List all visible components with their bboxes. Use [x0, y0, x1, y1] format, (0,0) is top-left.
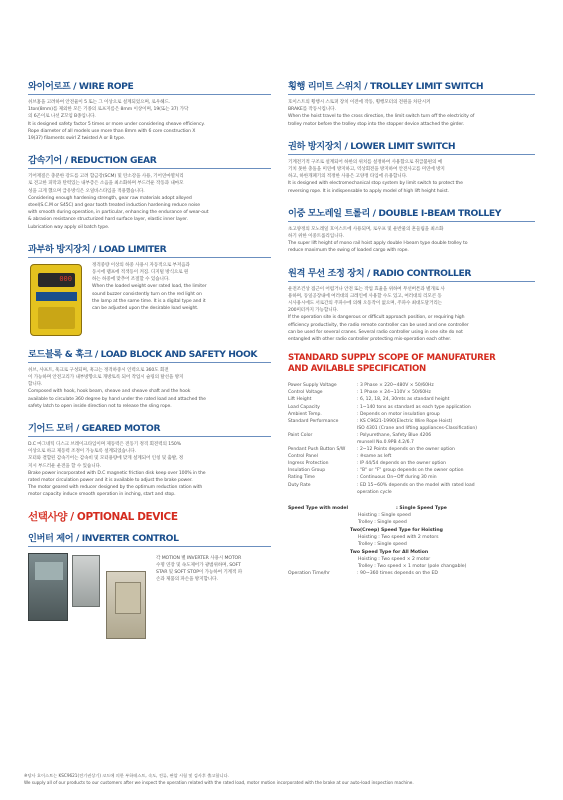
paragraph-line: sound buzzer consistently turn on the red light on [92, 291, 202, 297]
double-ibeam-section [288, 205, 535, 255]
paragraph-line: D.C 마그네틱 디스크 브레이크타입이며 제동력은 전동기 정격 회전력의 150% [28, 442, 181, 448]
paragraph-line: The super lift height of mono rail hoist apply double I-beam type double trolley to [288, 241, 468, 247]
paragraph-line: 의 6곤이로 나선 Z꼬임 B종입니다. [28, 114, 96, 120]
lower-limit-title: 권하 방지장치 / LOWER LIMIT SWITCH [288, 138, 535, 155]
spec-row [288, 460, 535, 467]
paragraph-line: steel(S.C.M or S45C) and gear tooth treated induction hardening reduce noise [28, 203, 201, 209]
spec-table [288, 382, 535, 496]
paragraph-line: efficiency productivity, the radio remote controller can be used and one controller [288, 322, 469, 328]
paragraph-line: It is designed safety factor 5 times or more under considering sheave efficiency. [28, 121, 205, 127]
paragraph-line: Lubrication way apply oil batch type. [28, 224, 110, 230]
spec-value: : ※same as left [357, 454, 392, 460]
load-block-title: 로드블록 & 훅크 / LOAD BLOCK AND SAFETY HOOK [28, 346, 271, 363]
spec-key: Insulation Group [288, 468, 326, 474]
spec-row [288, 425, 535, 432]
paragraph-line: 하기 위한 이중트롤리입니다. [288, 234, 345, 240]
reduction-gear-section [28, 152, 271, 231]
reduction-gear-title: 감속기어 / REDUCTION GEAR [28, 152, 271, 169]
paragraph-line: 정격중량 이상의 하중 사용시 자동적으로 부저음과 [92, 262, 190, 268]
paragraph-line: 수명 연장 및 속도제어가 광범위하며, SOFT [156, 562, 241, 568]
paragraph-line: 로 견고한 피막과 탄력있는 내부층은 소음을 최소화하며 부드러운 작동과 내마모 [28, 181, 184, 187]
spec-value: : Continuous On~Off during 30 min [357, 475, 437, 481]
spec-value: : 1 Phase × 24~110V × 50/60Hz [357, 390, 431, 396]
paragraph-line: 지시 부드러운 운전을 할 수 있습니다. [28, 463, 102, 469]
radio-controller-section [288, 265, 535, 344]
right-column [288, 78, 535, 578]
paragraph-line: available to circulate 360 degree by hand under the rated load and attached the [28, 396, 206, 402]
paragraph-line: Rope diameter of all models use more than 8mm with 6 core construction X [28, 128, 196, 134]
paragraph-line: When the hoist travel to the cross direction, the limit switch turn off the electricity of [288, 114, 475, 120]
spec-row [288, 396, 535, 403]
spec-value: : KS C9621-1990(Electric Wire Rope Hoist) [357, 418, 453, 424]
geared-motor-title: 기어드 모터 / GEARED MOTOR [28, 420, 271, 437]
paragraph-line: 19(37) filaments swirl Z twisted A or B type. [28, 136, 126, 142]
paragraph-line: 기어재질은 충분한 강도를 고려 합금강(SCM) 및 탄소강을 사용, 기어연마열처리 [28, 174, 184, 180]
operation-time-value: : 90~360 times depends on the ED [357, 571, 438, 577]
paragraph-line: Considering enough hardening strength, gear raw materials adopt alloyed [28, 195, 192, 201]
spec-value: : "B" or "F" group depends on the owner option [357, 468, 464, 474]
double-ibeam-title: 이중 모노레일 트롤리 / DOUBLE I-BEAM TROLLEY [288, 205, 535, 222]
paragraph-line: 모터와 결합된 감속기어는 감속비 및 모터용량에 맞게 설계되어 인칭 및 출발, 정 [28, 456, 184, 462]
trolley-limit-title: 횡행 리미트 스위치 / TROLLEY LIMIT SWITCH [288, 78, 535, 95]
spec-row [288, 432, 535, 439]
spec-row [288, 404, 535, 411]
spec-key: Power Supply Voltage [288, 383, 337, 389]
spec-row [288, 489, 535, 496]
paragraph-line: 초고양정의 모노레일 호이스트에 사용되며, 로우프 및 운반물의 흔들림을 최소화 [288, 226, 444, 232]
spec-value: ISO 4301 (Crane and lifting appliances-Classification) [357, 425, 477, 431]
spec-row [288, 439, 535, 446]
spec-value: : IP 44/54 depends on the owner option [357, 461, 446, 467]
paragraph-line: 이상으로 하고 제동력 조정이 가능토록 설계되었습니다. [28, 449, 136, 455]
speed-line: Hoisting : Two speed × 2 motor [358, 556, 431, 562]
footnote [24, 773, 544, 786]
spec-key: Ambient Temp. [288, 411, 322, 417]
paragraph-line: & abrasion resistance structurized hard surface layer, elastic inner layer. [28, 217, 188, 223]
paragraph-line: 성을 크게 했으며 급유방식은 오일바스타입을 적용했습니다. [28, 188, 145, 194]
spec-value: : 2~12 Points depends on the owner option [357, 447, 455, 453]
spec-value: : 6, 12, 18, 24, 30mts as standard height [357, 397, 450, 403]
speed-type-value: : Single Speed Type [396, 505, 447, 511]
paragraph-line: 쉬브, 샤프트, 훅크로 구성되며, 훅크는 정격하중시 인력으로 360도 회전 [28, 367, 169, 373]
paragraph-line: If the operation site is dangerous or difficult approach position, or requiring high [288, 315, 465, 321]
load-limiter-display: 000 [59, 274, 72, 283]
speed-type-heading: Speed Type with model [288, 505, 349, 511]
paragraph-line: 1ton(8mm)를 제외한 모든 기종의 로프지름은 8mm 이상이며, 19(또는 37) 가닥 [28, 107, 189, 113]
paragraph-line: rated motor circulation power and it is available to adjust the brake power. [28, 478, 193, 484]
spec-key: Control Voltage [288, 390, 323, 396]
paragraph-line: with smooth during operation, in particular, enhancing the endurance of wear-out [28, 210, 209, 216]
spec-key: Pendant Push Button S/W [288, 447, 346, 453]
speed-line: Hoisting : Two speed with 2 motors [358, 534, 439, 540]
spec-key: Paint Color [288, 432, 313, 438]
paragraph-line: When the loaded weight over rated load, the limiter [92, 284, 207, 290]
spec-key: Lift Height [288, 397, 312, 403]
paragraph-line: STAR 및 SOFT STOP이 가능하여 기계적 파 [156, 570, 243, 576]
spec-key: Duty Rate [288, 482, 311, 488]
paragraph-line: 용하며, 동일공장내에 여러대의 크레인에 사용할 수도 있고, 여러대의 리모콘 동 [288, 293, 442, 299]
paragraph-line: 이 가능하며 안전고리가 내부방향으로 개방토록 되어 작업시 슬링의 탈선을 방지 [28, 375, 184, 381]
spec-title [288, 353, 535, 374]
lower-limit-section [288, 138, 535, 195]
load-limiter-section [28, 241, 271, 336]
paragraph-line: safety latch to open inside direction not to release the sling rope. [28, 403, 172, 409]
spec-row [288, 474, 535, 481]
spec-row [288, 446, 535, 453]
spec-row [288, 453, 535, 460]
spec-key [288, 439, 357, 446]
spec-key: Control Panel [288, 454, 318, 460]
spec-key: Ingress Protection [288, 461, 329, 467]
speed-subheading: Two Speed Type for All Motion [350, 549, 429, 555]
inverter-image [28, 553, 148, 641]
spec-key: Standard Performance [288, 418, 339, 424]
paragraph-line: Brake power incorporated with D.C magnetic friction disk keep over 100% in the [28, 470, 206, 476]
optional-device-title: 선택사양 / OPTIONAL DEVICE [28, 510, 178, 523]
footnote-english: We supply all of our products to our customers after we inspect the operation related with the rated load, motor motion incorporated with the brake at our auto-load inspection machine. [24, 779, 414, 785]
spec-row [288, 389, 535, 396]
load-limiter-device-image [30, 264, 82, 336]
spec-value: munsell No.0.9PB 4.2/6.7 [357, 440, 414, 446]
spec-row [288, 382, 535, 389]
spec-value: : 3 Phase × 220~480V × 50/60Hz [357, 383, 434, 389]
radio-controller-title: 원격 무선 조정 장치 / RADIO CONTROLLER [288, 265, 535, 282]
spec-key: Rating Time [288, 475, 315, 481]
paragraph-line: can be adjusted upon the desirable load weight. [92, 306, 199, 312]
paragraph-line: It is designed with electromechanical stop system by limit switch to protect the [288, 181, 463, 187]
spec-value: : Polyurethane, Safety Blue 4206 [357, 432, 432, 438]
paragraph-line: 기치 못한 충돌을 미연에 방지하고, 역상회전을 방지하여 안전사고를 미연에 방지 [288, 167, 445, 173]
spec-title-line: STANDARD SUPPLY SCOPE OF MANUFATURER [288, 353, 496, 364]
paragraph-line: Composed with hook, hook beam, sheave and sheave shaft and the hook [28, 389, 191, 395]
load-block-section [28, 346, 271, 410]
paragraph-line: the lamp at the same time. It is a digital type and it [92, 298, 206, 304]
footnote-korean: ※당사 호이스트는 KSC9621(전기권상기) 코드에 의한 부하테스트, 속도, 전류, 판압 시험 및 검사후 출고합니다. [24, 773, 229, 778]
paragraph-line: can be used for several cranes. Several radio controller using in one site do not [288, 329, 463, 335]
spec-key [288, 489, 357, 496]
speed-line: Hoisting : Single speed [358, 513, 411, 519]
spec-value: : ED 15~60% depends on the model with rated load [357, 482, 475, 488]
paragraph-line: 시사용시에도 서로간의 주파수에 의해 오동작이 없으며, 주파수 최대도달거리는 [288, 301, 443, 307]
paragraph-line: trolley motor before the trolley stop into the stopper device attached the girder. [288, 121, 464, 127]
paragraph-line: 운전조건상 접근이 어렵거나 안전 또는 작업 효율을 위하여 무선버튼과 별개로 사 [288, 286, 445, 292]
spec-row [288, 411, 535, 418]
paragraph-line: 하고, 하한개폐기의 적정한 사용은 고양정 타입에 유용합니다. [288, 174, 408, 180]
wire-rope-section [28, 78, 271, 142]
speed-subheading: Two(Creep) Speed Type for Hoisting [350, 527, 443, 533]
paragraph-line: 각 MOTION 별 INVERTER 사용시 MOTOR [156, 555, 242, 561]
inverter-title: 인버터 제어 / INVERTER CONTROL [28, 530, 271, 547]
spec-row [288, 467, 535, 474]
spec-key: Load Capacity [288, 404, 320, 410]
spec-row [288, 418, 535, 425]
paragraph-line: 200미터까지 가능합니다. [288, 308, 339, 314]
paragraph-line: motor capacity induce smooth operation in inching, start and stop. [28, 492, 176, 498]
paragraph-line: 손과 제품의 파손을 방지합니다. [156, 577, 218, 583]
spec-value: operation cycle [357, 489, 392, 495]
inverter-section [28, 530, 271, 641]
paragraph-line: 하는 하중에 맞추어 조절할 수 있습니다. [92, 277, 170, 283]
paragraph-line: The motor geared with reducer designed by the optimum reduction ration with [28, 485, 203, 491]
paragraph-line: entangled with other radio controller protecting mis-operation each other. [288, 337, 451, 343]
left-column [28, 78, 271, 641]
spec-title-line: AND AVILABLE SPECIFICATION [288, 363, 426, 374]
operation-time-key: Operation Time/hr [288, 571, 330, 577]
paragraph-line: reduce maximum the swing of loaded cargo with rope. [288, 248, 409, 254]
paragraph-line: 쉬브홈을 고려하여 안전율이 5 또는 그 이상으로 설계되었으며, 로우헤드. [28, 100, 171, 105]
wire-rope-title: 와이어로프 / WIRE ROPE [28, 78, 271, 95]
spec-value: : 1~140 tons as standard as each type application [357, 404, 471, 410]
paragraph-line: BRAKE를 작동시킵니다. [288, 107, 336, 113]
paragraph-line: 합니다. [28, 382, 43, 388]
paragraph-line: 호이스트의 횡행시 스토퍼 장치 이전에 작동, 횡행모터의 전원을 차단시켜 [288, 100, 431, 105]
trolley-limit-section [288, 78, 535, 128]
spec-value: : Depends on motor insulation group [357, 411, 440, 417]
spec-row [288, 482, 535, 489]
geared-motor-section [28, 420, 271, 499]
speed-type-block [288, 505, 535, 578]
speed-line: Trolley : Two speed × 1 motor (pole changable) [358, 564, 467, 570]
paragraph-line: 동시에 램프에 적색등이 켜짐. 디지털 방식으로 원 [92, 270, 189, 276]
load-limiter-title: 과부하 방지장치 / LOAD LIMITER [28, 241, 271, 258]
spec-key [288, 425, 357, 432]
speed-line: Trolley : Single speed [358, 520, 407, 526]
paragraph-line: 기계전기적 구조로 설계되어 하한의 위치를 설정하여 사용함으로 취급불편의 예 [288, 159, 443, 165]
paragraph-line: reversing rope. It is indispensable to apply model of high lift height hoist. [288, 188, 449, 194]
speed-line: Trolley : Single speed [358, 542, 407, 548]
